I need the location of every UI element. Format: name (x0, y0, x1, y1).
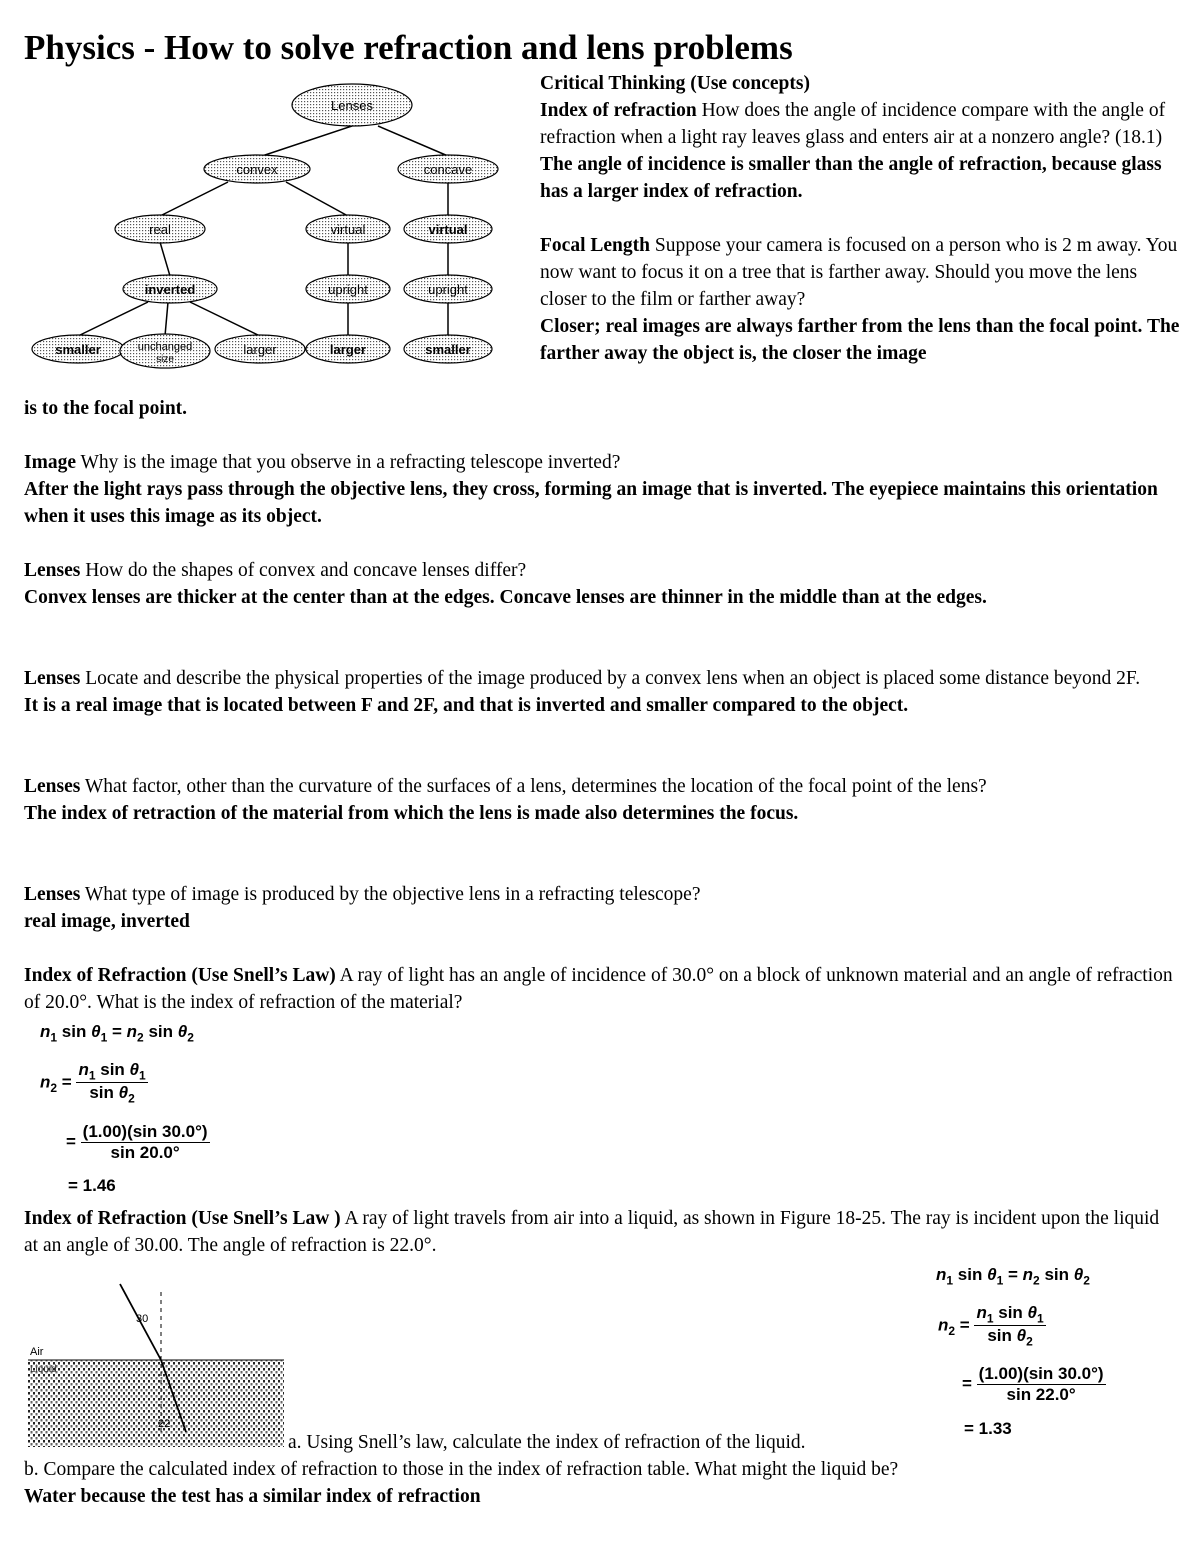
question-label: Lenses (24, 560, 81, 581)
question-label: Focal Length (540, 235, 650, 256)
node-larger-label: larger (243, 342, 277, 357)
question-label: Image (24, 452, 76, 473)
fraction-numerator: (1.00)(sin 30.0°) (978, 1364, 1104, 1383)
node-unchanged-label: unchanged (137, 341, 193, 353)
question-label: Lenses (24, 776, 81, 797)
fraction-denominator: sin 22.0° (1006, 1385, 1076, 1404)
snell-problem-2 (24, 1205, 1174, 1259)
node-inverted-label: inverted (144, 282, 196, 297)
refraction-figure (28, 1272, 284, 1447)
question-text: What type of image is produced by the objective lens in a refracting telescope? (80, 884, 701, 905)
node-convex-label: convex (236, 162, 278, 177)
qa-focal-factor (24, 773, 1174, 827)
answer-text: After the light rays pass through the objective lens, they cross, forming an image that is inverted. The eyepiece maintains this orientation when it uses this image as its object. (24, 479, 1158, 527)
question-text: Locate and describe the physical properties of the image produced by a convex lens when an object is placed some distance beyond 2F. (80, 668, 1141, 689)
node-larger-2-label: larger (329, 342, 367, 357)
question-text: Suppose your camera is focused on a person who is 2 m away. You now want to focus it on a tree that is farther away. Should you move the lens closer to the film or farther away? (540, 235, 1178, 310)
answer-text-continued: is to the focal point. (24, 398, 188, 419)
snell-result-1: = 1.46 (68, 1176, 116, 1195)
part-a-text: a. Using Snell’s law, calculate the index of refraction of the liquid. (288, 1432, 806, 1453)
question-label: Index of Refraction (Use Snell’s Law ) (24, 1208, 341, 1229)
question-text: What factor, other than the curvature of the surfaces of a lens, determines the location of the focal point of the lens? (80, 776, 987, 797)
snell-substitution-1: = $\frac{(1.00)(\sin 30.0^\circ)}{\sin 20.0^\circ}$ (66, 1122, 208, 1162)
qa-telescope-image (24, 881, 1174, 935)
node-real-label: real (149, 222, 171, 237)
angle-label-incident: 30 (136, 1313, 149, 1325)
answer-text: It is a real image that is located between F and 2F, and that is inverted and smaller compared to the object. (24, 695, 909, 716)
snell-equation-2: $n_1$ $\sin \theta_1 = n_2$ $\sin \theta_2$ (936, 1265, 1090, 1288)
answer-text: The angle of incidence is smaller than the angle of refraction, because glass has a larger index of refraction. (540, 154, 1162, 202)
question-text: How does the angle of incidence compare with the angle of refraction when a light ray leaves glass and enters air at a nonzero angle? (18.1) (540, 100, 1166, 148)
page-title: Physics - How to solve refraction and lens problems (24, 28, 793, 67)
question-text: Why is the image that you observe in a refracting telescope inverted? (76, 452, 621, 473)
node-smaller-2-label: smaller (425, 342, 471, 357)
air-label: Air (30, 1346, 44, 1358)
q-index-of-refraction (540, 97, 1180, 151)
node-upright-convex-label: upright (328, 282, 368, 297)
critical-thinking-heading: Critical Thinking (Use concepts) (540, 73, 810, 94)
answer-text: Convex lenses are thicker at the center than at the edges. Concave lenses are thinner in the middle than at the edges. (24, 587, 987, 608)
snell-problem-1 (24, 962, 1174, 1016)
snell-rearranged-2: $n_2$ = $\frac{n_1 \sin \theta_1}{\sin \theta_2}$ (938, 1303, 1044, 1349)
qa-lens-shapes (24, 557, 1174, 611)
node-upright-concave-label: upright (428, 282, 468, 297)
liquid-label: Liquid (30, 1364, 57, 1375)
snell-equation-1: $n_1$ $\sin \theta_1 = n_2$ $\sin \theta_2$ (40, 1022, 194, 1045)
lens-concept-diagram (28, 80, 508, 385)
node-unchanged-size-label: size (156, 354, 174, 365)
qa-convex-image (24, 665, 1174, 719)
liquid-region (28, 1360, 284, 1447)
answer-text: real image, inverted (24, 911, 190, 932)
question-label: Index of Refraction (Use Snell’s Law) (24, 965, 336, 986)
node-lenses-label: Lenses (331, 98, 373, 113)
angle-label-refracted: 22 (158, 1418, 171, 1430)
snell-result-2: = 1.33 (964, 1419, 1012, 1438)
answer-text: Water because the test has a similar index of refraction (24, 1486, 481, 1507)
node-smaller-label: smaller (55, 342, 101, 357)
question-label: Lenses (24, 884, 81, 905)
answer-text: Closer; real images are always farther from the lens than the focal point. The farther away the object is, the closer the image (540, 316, 1180, 364)
fraction-numerator: (1.00)(sin 30.0°) (82, 1122, 208, 1141)
part-b-text: b. Compare the calculated index of refraction to those in the index of refraction table. What might the liquid be? (24, 1459, 899, 1480)
snell-rearranged-1: $n_2$ = $\frac{n_1 \sin \theta_1}{\sin \theta_2}$ (40, 1060, 146, 1106)
question-text: A ray of light has an angle of incidence of 30.0° on a block of unknown material and an angle of refraction of 20.0°. What is the index of refraction of the material? (24, 965, 1173, 1013)
question-label: Lenses (24, 668, 81, 689)
critical-thinking-section (540, 70, 1180, 367)
node-virtual-concave-label: virtual (428, 222, 468, 237)
question-text: A ray of light travels from air into a liquid, as shown in Figure 18-25. The ray is incident upon the liquid at an angle of 30.00. The angle of refraction is 22.0°. (24, 1208, 1160, 1256)
qa-image (24, 449, 1174, 530)
answer-text: The index of retraction of the material from which the lens is made also determines the focus. (24, 803, 799, 824)
question-label: Index of refraction (540, 100, 697, 121)
snell-substitution-2: = $\frac{(1.00)(\sin 30.0^\circ)}{\sin 22.0^\circ}$ (962, 1364, 1104, 1404)
fraction-denominator: sin 20.0° (110, 1143, 180, 1162)
node-virtual-convex-label: virtual (330, 222, 366, 237)
q-focal-length (540, 232, 1180, 313)
node-concave-label: concave (423, 162, 473, 177)
question-text: How do the shapes of convex and concave lenses differ? (80, 560, 527, 581)
